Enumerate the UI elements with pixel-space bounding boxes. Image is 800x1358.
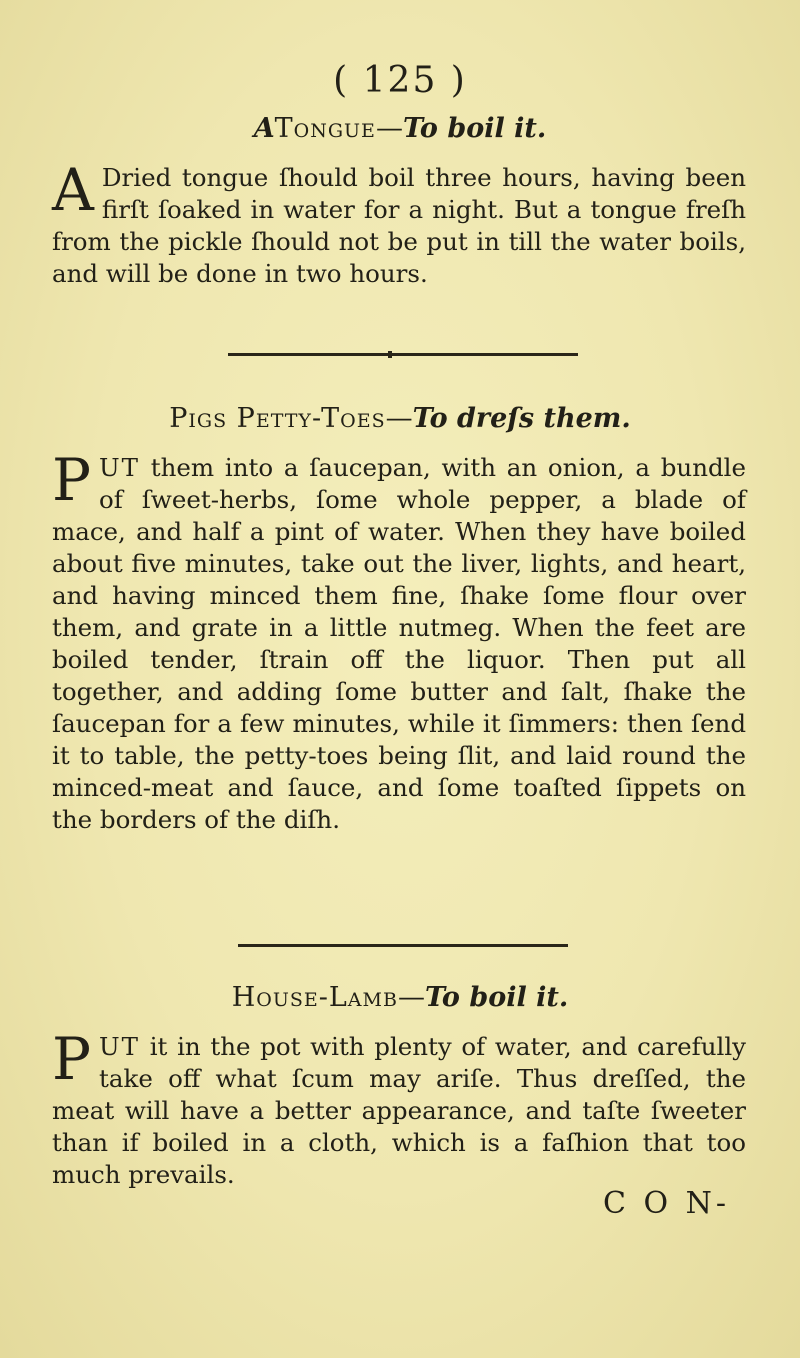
heading-subtitle: To dreſs them. <box>412 403 631 434</box>
section-heading-tongue <box>0 113 800 144</box>
heading-title: House-Lamb <box>231 982 398 1013</box>
drop-cap: A <box>52 156 94 224</box>
lead-letters: UT <box>99 453 141 482</box>
catchword: C O N- <box>603 1186 731 1221</box>
paragraph-text: Dried tongue ſhould boil three hours, having been firſt ſoaked in water for a night. But a tongue freſh from the pickle ſhould not be put in till the water boils, and will be done in two hours. <box>52 163 746 288</box>
heading-title: Tongue <box>274 113 376 144</box>
heading-prefix: A <box>253 113 275 144</box>
heading-title: Pigs Petty-Toes <box>169 403 386 434</box>
paragraph-text: it in the pot with plenty of water, and carefully take off what ſcum may ariſe. Thus dreſſed, the meat will have a better appearance, and taſte ſweeter than if boiled in a cloth, which is a faſhion that too much prevails. <box>52 1032 746 1189</box>
section-divider <box>228 353 578 356</box>
section-divider <box>238 944 568 947</box>
section-body-tongue <box>52 156 746 290</box>
drop-cap: P <box>52 446 92 514</box>
heading-subtitle: To boil it. <box>424 982 569 1013</box>
lead-letters: UT <box>99 1032 141 1061</box>
page-number: ( 125 ) <box>333 60 467 101</box>
section-body-petty-toes <box>52 446 746 836</box>
heading-subtitle: To boil it. <box>402 113 547 144</box>
section-heading-house-lamb <box>0 982 800 1013</box>
drop-cap: P <box>52 1025 92 1093</box>
paragraph-text: them into a ſaucepan, with an onion, a bundle of ſweet-herbs, ſome whole pepper, a blade of mace, and half a pint of water. When they have boiled about five minutes, take out the liver, lights, and heart, and having minced them fine, ſhake ſome flour over them, and grate in a little nutmeg. When the feet are boiled tender, ſtrain off the liquor. Then put all together, and adding ſome butter and ſalt, ſhake the ſaucepan for a few minutes, while it ſimmers: then ſend it to table, the petty-toes being ſlit, and laid round the minced-meat and ſauce, and ſome toaſted ſippets on the borders of the diſh. <box>52 453 746 834</box>
heading-dash: — <box>385 403 413 434</box>
heading-dash: — <box>375 113 403 144</box>
heading-dash: — <box>397 982 425 1013</box>
section-heading-petty-toes <box>0 403 800 434</box>
section-body-house-lamb <box>52 1025 746 1191</box>
